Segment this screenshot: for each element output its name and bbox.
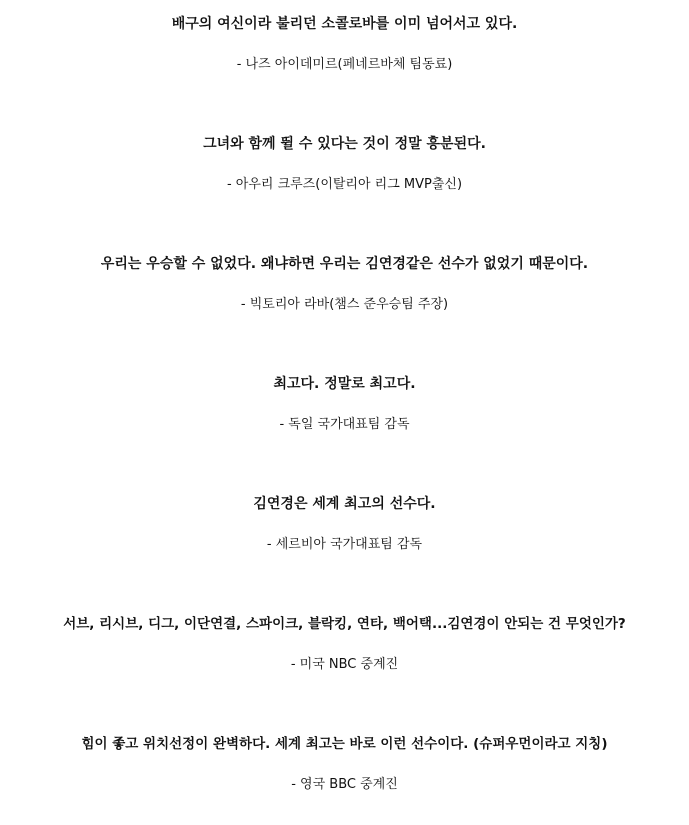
quote-source: - 미국 NBC 중계진 <box>290 657 399 672</box>
quote-text: 그녀와 함께 뛸 수 있다는 것이 정말 흥분된다. <box>203 136 486 152</box>
quote-text: 서브, 리시브, 디그, 이단연결, 스파이크, 블락킹, 연타, 백어택...김연경이 안되는 건 무엇인가? <box>63 616 626 632</box>
quote-source: - 빅토리아 라바(챔스 준우승팀 주장) <box>240 297 449 312</box>
quote-text: 힘이 좋고 위치선정이 완벽하다. 세계 최고는 바로 이런 선수이다. (슈퍼우먼이라고 지칭) <box>81 736 608 752</box>
quote-source: - 나즈 아이데미르(페네르바체 팀동료) <box>236 57 453 72</box>
quote-text: 김연경은 세계 최고의 선수다. <box>253 496 436 512</box>
quote-source: - 아우리 크루즈(이탈리아 리그 MVP출신) <box>226 177 463 192</box>
quote-text: 최고다. 정말로 최고다. <box>273 376 416 392</box>
quote-text: 배구의 여신이라 불리던 소콜로바를 이미 넘어서고 있다. <box>171 16 518 32</box>
quote-source: - 영국 BBC 중계진 <box>291 777 398 792</box>
quote-text: 우리는 우승할 수 없었다. 왜냐하면 우리는 김연경같은 선수가 없었기 때문이다. <box>100 256 589 272</box>
quote-source: - 세르비아 국가대표팀 감독 <box>266 537 423 552</box>
quote-source: - 독일 국가대표팀 감독 <box>279 417 410 432</box>
